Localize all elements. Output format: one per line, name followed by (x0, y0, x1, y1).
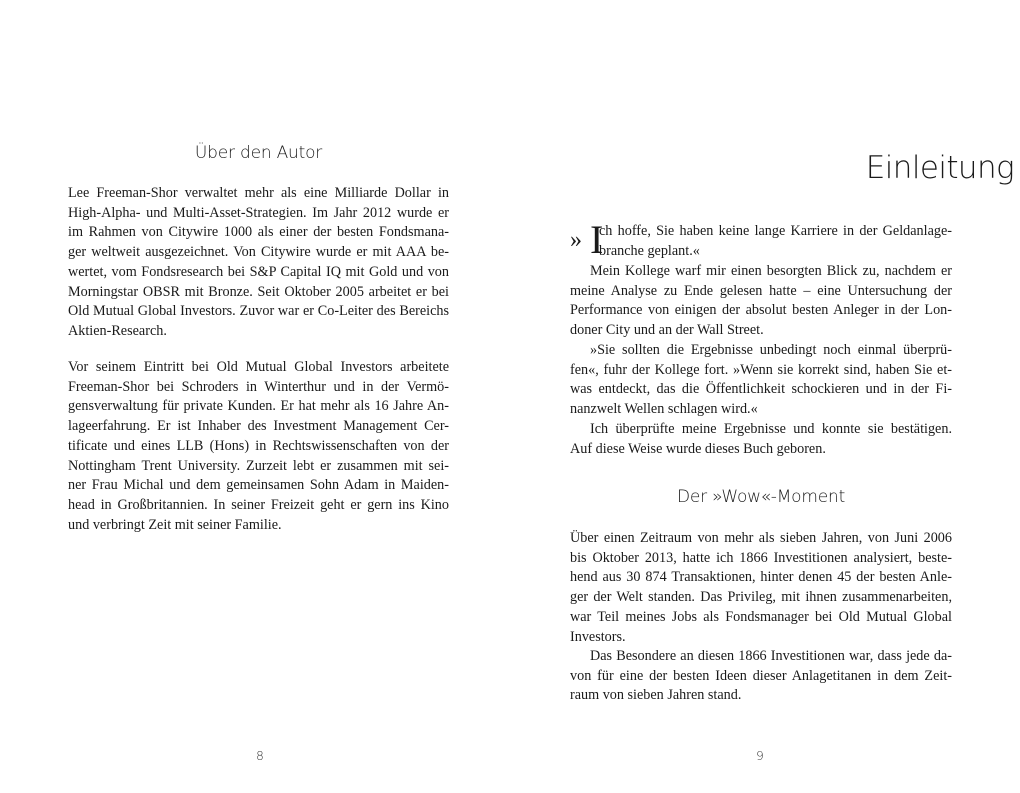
text-line: Ich überprüfte meine Ergebnisse und konnte sie bestätigen. (590, 421, 952, 437)
text-line: Performance von einigen der absolut besten Anleger in der Lon- (570, 302, 952, 319)
text-line: wertet, vom Fondsresearch bei S&P Capital IQ mit Gold und von (68, 263, 449, 280)
chapter-title: Einleitung (865, 150, 1014, 186)
opening-quote-mark: » (570, 227, 582, 253)
text-line: Auf diese Weise wurde dieses Buch geboren. (570, 440, 826, 457)
paragraph-besondere (570, 647, 952, 706)
text-line: ger der Welt standen. Das Privileg, mit ihnen zusammenarbeiten, (570, 589, 952, 606)
text-line: tificate und eines LLB (Hons) in Rechtswissenschaften von der (68, 437, 449, 454)
text-line: Lee Freeman-Shor verwaltet mehr als eine Milliarde Dollar in (68, 185, 449, 201)
page-number: 8 (256, 749, 264, 763)
text-line: head in Großbritannien. In seiner Freizeit geht er gern ins Kino (68, 496, 449, 513)
text-line: bis Oktober 2013, hatte ich 1866 Investitionen analysiert, beste- (570, 549, 952, 566)
text-line: Vor seinem Eintritt bei Old Mutual Global Investors arbeitete (68, 359, 449, 375)
text-line: High-Alpha- und Multi-Asset-Strategien. Im Jahr 2012 wurde er (68, 204, 449, 221)
opening-paragraph (599, 222, 952, 261)
text-line: Mein Kollege warf mir einen besorgten Blick zu, nachdem er (590, 263, 952, 279)
page-number: 9 (756, 749, 764, 763)
text-line: ner Frau Michal und dem gemeinsamen Sohn Adam in Maiden- (68, 477, 449, 494)
text-line: Nottingham Trent University. Zurzeit lebt er zusammen mit sei- (68, 457, 449, 474)
text-line: doner City und an der Wall Street. (570, 322, 764, 339)
text-line: fen«, fuhr der Kollege fort. »Wenn sie korrekt sind, haben Sie et- (570, 361, 952, 378)
text-line: gensverwaltung für private Kunden. Er hat mehr als 16 Jahre An- (68, 398, 449, 415)
text-line: Das Besondere an diesen 1866 Investitionen war, dass jede da- (590, 648, 952, 664)
text-line: Freeman-Shor bei Schroders in Winterthur und in der Vermö- (68, 378, 449, 395)
text-line: Old Mutual Global Investors. Zuvor war er Co-Leiter des Bereichs (68, 303, 449, 320)
text-line: Investors. (570, 628, 626, 645)
text-line: branche geplant.« (599, 242, 700, 259)
about-author-heading: Über den Autor (194, 143, 323, 163)
drop-cap: I (590, 217, 604, 262)
text-line: ch hoffe, Sie haben keine lange Karriere in der Geldanlage- (599, 223, 952, 239)
text-line: meine Analyse zu Ende gelesen hatte – eine Untersuchung der (570, 282, 952, 299)
text-line: war Teil meines Jobs als Fondsmanager bei Old Mutual Global (570, 608, 952, 625)
text-line: was entdeckt, das die Öffentlichkeit schockieren und in der Fi- (570, 381, 952, 398)
text-line: raum von sieben Jahren stand. (570, 687, 742, 704)
text-line: im Rahmen von Citywire 1000 als einer der besten Fondsmana- (68, 224, 449, 241)
text-line: nanzwelt Wellen schlagen wird.« (570, 401, 758, 418)
text-line: lageerfahrung. Er ist Inhaber des Investment Management Cer- (68, 418, 449, 435)
text-line: Aktien-Research. (68, 322, 167, 339)
right-page (510, 0, 1020, 793)
paragraph-bestaetigen (570, 420, 952, 459)
author-paragraph-2 (68, 358, 449, 535)
text-line: Morningstar OBSR mit Bronze. Seit Oktober 2005 arbeitet er bei (68, 283, 449, 300)
paragraph-zeitraum (570, 529, 952, 647)
paragraph-ergebnisse (570, 341, 952, 420)
text-line: von für eine der besten Ideen dieser Anlagetitanen in dem Zeit- (570, 667, 952, 684)
text-line: hend aus 30 874 Transaktionen, hinter denen 45 der besten Anle- (570, 569, 952, 586)
text-line: »Sie sollten die Ergebnisse unbedingt noch einmal überprü- (590, 342, 952, 358)
text-line: und verbringt Zeit mit seiner Familie. (68, 516, 282, 533)
text-line: ger weltweit ausgezeichnet. Von Citywire wurde er mit AAA be- (68, 244, 449, 261)
author-paragraph-1 (68, 184, 449, 342)
text-line: Über einen Zeitraum von mehr als sieben Jahren, von Juni 2006 (570, 530, 952, 546)
section-heading: Der »Wow«-Moment (676, 487, 846, 507)
paragraph-kollege (570, 262, 952, 341)
